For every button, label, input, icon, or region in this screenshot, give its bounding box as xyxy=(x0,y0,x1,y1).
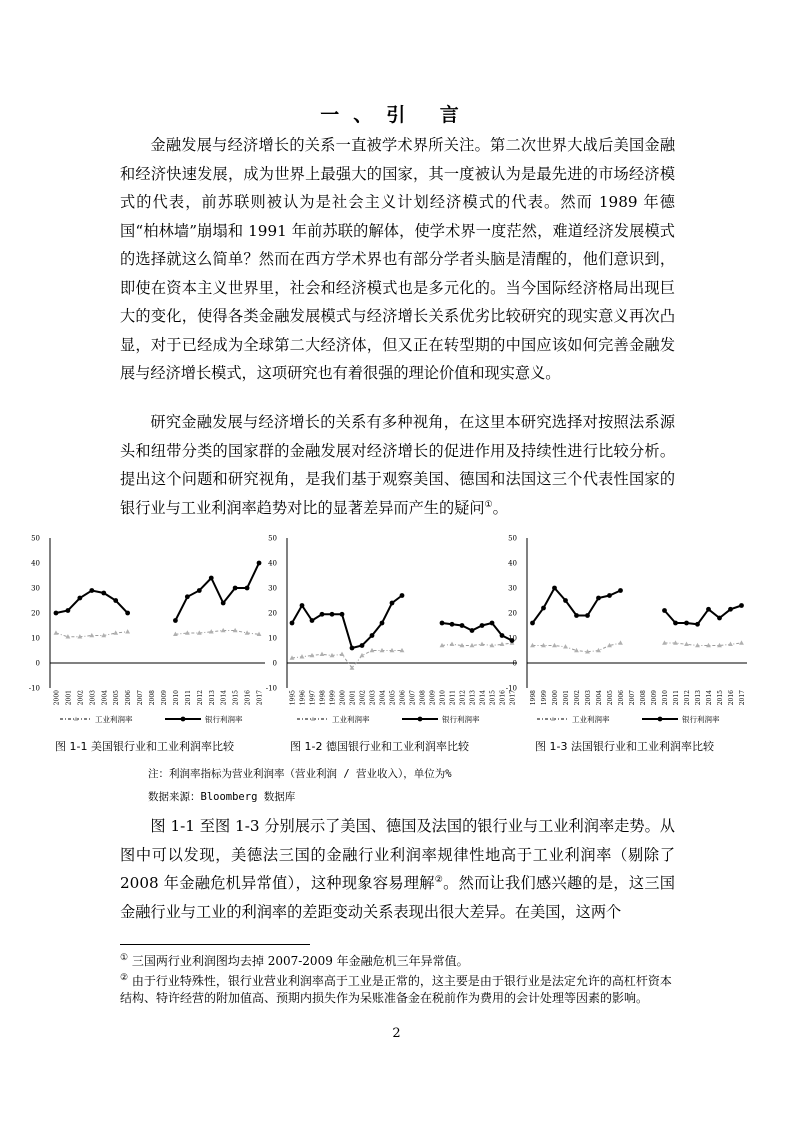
paragraph-3-text-a: 图 1-1 至图 1-3 分别展示了美国、德国及法国的银行业与工业利润率走势。从图中可以发现，美德法三国的金融行业利润率规律性地高于工业利润率（剔除了 2008 年金融危机异常值），这种现象容易理解 xyxy=(120,817,675,892)
bank-data-point xyxy=(450,622,455,627)
legend-bank-label: 银行利润率 xyxy=(682,715,720,724)
x-tick-label: 2003 xyxy=(585,690,592,706)
bank-data-point xyxy=(185,594,190,599)
x-tick-label: 2005 xyxy=(113,690,121,706)
bank-data-point xyxy=(390,601,395,606)
x-tick-label: 2016 xyxy=(499,690,507,706)
industry-data-point xyxy=(300,654,305,658)
y-tick-label: 30 xyxy=(31,584,40,593)
x-tick-label: 2007 xyxy=(409,690,417,706)
y-tick-label: -10 xyxy=(28,684,40,693)
x-tick-label: 1998 xyxy=(530,690,537,706)
caption-us: 图 1-1 美国银行业和工业利润率比较 xyxy=(55,740,234,753)
x-tick-label: 2012 xyxy=(196,690,204,706)
bank-data-point xyxy=(490,621,495,626)
x-tick-label: 2007 xyxy=(137,690,145,706)
x-tick-label: 1999 xyxy=(541,690,548,706)
footnote-divider xyxy=(120,944,310,945)
bank-data-point xyxy=(480,623,485,628)
bank-data-point xyxy=(360,643,365,648)
x-tick-label: 2011 xyxy=(184,690,192,706)
footnote-2-text: 由于行业特殊性，银行业营业利润率高于工业是正常的，这主要是由于银行业是法定允许的高杠杆资本结构、特许经营的附加值高、预期内损失作为呆账准备金在税前作为费用的会计处理等因素的影响。 xyxy=(120,974,672,1005)
legend-industry-label: 工业利润率 xyxy=(332,715,370,724)
y-tick-label: -10 xyxy=(505,684,517,693)
x-tick-label: 2016 xyxy=(728,690,735,706)
x-tick-label: 1999 xyxy=(329,690,337,706)
x-tick-label: 2006 xyxy=(618,690,625,706)
x-tick-label: 2001 xyxy=(563,690,570,706)
x-tick-label: 2008 xyxy=(640,690,647,706)
bank-data-point xyxy=(684,621,689,626)
x-tick-label: 2010 xyxy=(172,690,180,706)
chart-us-svg xyxy=(28,530,273,735)
y-tick-label: 10 xyxy=(31,634,40,643)
bank-data-point xyxy=(197,588,202,593)
bank-data-point xyxy=(460,623,465,628)
x-tick-label: 2015 xyxy=(232,690,240,706)
bank-data-point xyxy=(739,603,744,608)
legend-bank-marker xyxy=(181,717,186,722)
paragraph-3 xyxy=(120,812,675,926)
footnote-2-mark: ② xyxy=(120,973,129,983)
bank-data-point xyxy=(113,598,118,603)
bank-data-point xyxy=(89,588,94,593)
bank-series-line xyxy=(175,563,259,621)
x-tick-label: 2003 xyxy=(369,690,377,706)
industry-data-point xyxy=(728,642,733,646)
industry-data-point xyxy=(500,642,505,646)
x-tick-label: 1997 xyxy=(309,690,317,706)
bank-data-point xyxy=(233,586,238,591)
bank-data-point xyxy=(607,593,612,598)
bank-data-point xyxy=(673,621,678,626)
x-tick-label: 2007 xyxy=(629,690,636,706)
bank-data-point xyxy=(618,588,623,593)
industry-data-point xyxy=(480,642,485,646)
chart-de-svg xyxy=(265,530,525,735)
bank-data-point xyxy=(400,593,405,598)
x-tick-label: 2016 xyxy=(244,690,252,706)
x-tick-label: 2004 xyxy=(379,690,387,706)
x-tick-label: 2017 xyxy=(739,690,746,706)
x-tick-label: 2001 xyxy=(349,690,357,706)
y-tick-label: 20 xyxy=(31,609,40,618)
x-tick-label: 2000 xyxy=(339,690,347,706)
footnote-ref-2[interactable]: ② xyxy=(434,874,444,885)
x-tick-label: 2013 xyxy=(469,690,477,706)
industry-data-point xyxy=(739,640,744,644)
footnote-1-mark: ① xyxy=(120,953,129,963)
bank-data-point xyxy=(470,628,475,633)
chart-us xyxy=(28,530,273,735)
footnote-2 xyxy=(120,973,675,1007)
y-tick-label: 10 xyxy=(508,634,517,643)
x-tick-label: 2015 xyxy=(489,690,497,706)
industry-data-point xyxy=(563,644,568,648)
x-tick-label: 2009 xyxy=(160,690,168,706)
industry-data-point xyxy=(89,633,94,637)
x-tick-label: 2004 xyxy=(596,690,603,706)
x-tick-label: 2010 xyxy=(662,690,669,706)
legend-bank-marker xyxy=(418,717,423,722)
x-tick-label: 1995 xyxy=(289,690,297,706)
footnote-1-text: 三国两行业利润图均去掉 2007-2009 年金融危机三年异常值。 xyxy=(128,954,469,968)
bank-data-point xyxy=(500,633,505,638)
bank-data-point xyxy=(320,612,325,617)
x-tick-label: 2006 xyxy=(399,690,407,706)
bank-data-point xyxy=(209,576,214,581)
industry-data-point xyxy=(340,652,345,656)
x-tick-label: 2008 xyxy=(149,690,157,706)
legend-industry-label: 工业利润率 xyxy=(572,715,610,724)
bank-data-point xyxy=(706,607,711,612)
bank-data-point xyxy=(290,621,295,626)
x-tick-label: 2014 xyxy=(706,690,713,706)
bank-data-point xyxy=(728,607,733,612)
chart-de xyxy=(265,530,525,735)
chart-source: 数据来源：Bloomberg 数据库 xyxy=(148,791,296,803)
industry-data-point xyxy=(552,643,557,647)
bank-data-point xyxy=(350,646,355,651)
bank-data-point xyxy=(440,621,445,626)
x-tick-label: 2009 xyxy=(651,690,658,706)
x-tick-label: 2003 xyxy=(89,690,97,706)
bank-data-point xyxy=(330,612,335,617)
x-tick-label: 2015 xyxy=(717,690,724,706)
bank-data-point xyxy=(101,591,106,596)
x-tick-label: 2013 xyxy=(208,690,216,706)
paragraph-3-text-b: 。然而让我们感兴趣的是，这三国金融行业与工业的利润率的差距变动关系表现出很大差异。在美国，这两个 xyxy=(120,874,675,921)
x-tick-label: 2012 xyxy=(684,690,691,706)
x-tick-label: 2008 xyxy=(419,690,427,706)
x-tick-label: 2014 xyxy=(479,690,487,706)
y-tick-label: 40 xyxy=(508,559,517,568)
y-tick-label: 50 xyxy=(268,534,277,543)
paragraph-2 xyxy=(120,408,675,522)
x-tick-label: 2004 xyxy=(101,690,109,706)
industry-data-point xyxy=(125,629,130,633)
industry-data-point xyxy=(596,648,601,652)
legend-bank-label: 银行利润率 xyxy=(442,715,480,724)
legend-bank-label: 银行利润率 xyxy=(205,715,243,724)
bank-data-point xyxy=(77,596,82,601)
bank-data-point xyxy=(541,606,546,611)
paragraph-2-text: 研究金融发展与经济增长的关系有多种视角，在这里本研究选择对按照法系源头和纽带分类的国家群的金融发展对经济增长的促进作用及持续性进行比较分析。提出这个问题和研究视角，是我们基于观察美国、德国和法国这三个代表性国家的银行业与工业利润率趋势对比的显著差异而产生的疑问 xyxy=(120,413,675,517)
legend-industry-label: 工业利润率 xyxy=(95,715,133,724)
bank-data-point xyxy=(380,621,385,626)
bank-data-point xyxy=(585,613,590,618)
y-tick-label: 40 xyxy=(268,559,277,568)
x-tick-label: 1996 xyxy=(299,690,307,706)
bank-data-point xyxy=(245,586,250,591)
y-tick-label: 30 xyxy=(268,584,277,593)
bank-data-point xyxy=(340,612,345,617)
industry-data-point xyxy=(450,642,455,646)
x-tick-label: 2002 xyxy=(574,690,581,706)
x-tick-label: 2011 xyxy=(673,690,680,706)
y-tick-label: 50 xyxy=(31,534,40,543)
x-tick-label: 2002 xyxy=(77,690,85,706)
bank-data-point xyxy=(717,616,722,621)
y-tick-label: 30 xyxy=(508,584,517,593)
page-number: 2 xyxy=(392,1026,401,1041)
x-tick-label: 1998 xyxy=(319,690,327,706)
y-tick-label: 0 xyxy=(512,659,517,668)
bank-data-point xyxy=(596,596,601,601)
industry-data-point xyxy=(618,640,623,644)
bank-data-point xyxy=(574,613,579,618)
legend-bank-marker xyxy=(658,717,663,722)
y-tick-label: 10 xyxy=(268,634,277,643)
bank-data-point xyxy=(695,622,700,627)
bank-data-point xyxy=(54,611,59,616)
industry-data-point xyxy=(54,630,59,634)
industry-data-point xyxy=(245,630,250,634)
chart-fr xyxy=(505,530,755,735)
bank-data-point xyxy=(370,633,375,638)
x-tick-label: 2014 xyxy=(220,690,228,706)
x-tick-label: 2002 xyxy=(359,690,367,706)
x-tick-label: 2006 xyxy=(125,690,133,706)
y-tick-label: 20 xyxy=(508,609,517,618)
x-tick-label: 2010 xyxy=(439,690,447,706)
x-tick-label: 2017 xyxy=(509,690,517,706)
industry-data-point xyxy=(320,652,325,656)
caption-fr: 图 1-3 法国银行业和工业利润率比较 xyxy=(535,740,714,753)
bank-data-point xyxy=(173,618,178,623)
x-tick-label: 2012 xyxy=(459,690,467,706)
x-tick-label: 2000 xyxy=(552,690,559,706)
bank-series-line xyxy=(292,596,402,649)
bank-data-point xyxy=(662,608,667,613)
bank-data-point xyxy=(530,621,535,626)
y-tick-label: 50 xyxy=(508,534,517,543)
industry-data-point xyxy=(684,642,689,646)
x-tick-label: 2011 xyxy=(449,690,457,706)
caption-de: 图 1-2 德国银行业和工业利润率比较 xyxy=(290,740,469,753)
x-tick-label: 2017 xyxy=(256,690,264,706)
footnote-1 xyxy=(120,953,675,970)
bank-data-point xyxy=(300,603,305,608)
industry-data-point xyxy=(470,643,475,647)
x-tick-label: 2009 xyxy=(429,690,437,706)
footnote-ref-1[interactable]: ① xyxy=(484,499,493,510)
paragraph-1: 金融发展与经济增长的关系一直被学术界所关注。第二次世界大战后美国金融和经济快速发展，成为世界上最强大的国家，其一度被认为是最先进的市场经济模式的代表，前苏联则被认为是社会主义计划经济模式的代表。然而 1989 年德国“柏林墙”崩塌和 1991 年前苏联的解体，使学术界一度茫然，难道经济发展模式的选择就这么简单？然而在西方学术界也有部分学者头脑是清醒的，他们意识到，即使在资本主义世界里，社会和经济模式也是多元化的。当今国际经济格局出现巨大的变化，使得各类金融发展模式与经济增长关系优劣比较研究的现实意义再次凸显，对于已经成为全球第二大经济体，但又正在转型期的中国应该如何完善金融发展与经济增长模式，这项研究也有着很强的理论价值和现实意义。 xyxy=(120,136,675,382)
x-tick-label: 2005 xyxy=(607,690,614,706)
bank-data-point xyxy=(257,561,262,566)
bank-data-point xyxy=(221,601,226,606)
y-tick-label: 0 xyxy=(272,659,277,668)
y-tick-label: -10 xyxy=(265,684,277,693)
bank-data-point xyxy=(310,618,315,623)
chart-fr-svg xyxy=(505,530,755,735)
industry-series-line xyxy=(292,651,402,669)
bank-data-point xyxy=(563,598,568,603)
y-tick-label: 20 xyxy=(268,609,277,618)
bank-data-point xyxy=(552,586,557,591)
chart-note: 注：利润率指标为营业利润率（营业利润 / 营业收入），单位为% xyxy=(148,768,452,780)
section-heading: 一、引 言 xyxy=(320,104,473,126)
bank-data-point xyxy=(66,608,71,613)
x-tick-label: 2000 xyxy=(53,690,61,706)
x-tick-label: 2005 xyxy=(389,690,397,706)
x-tick-label: 2013 xyxy=(695,690,702,706)
industry-data-point xyxy=(113,630,118,634)
y-tick-label: 40 xyxy=(31,559,40,568)
paragraph-2-end: 。 xyxy=(492,498,508,517)
x-tick-label: 2001 xyxy=(65,690,73,706)
y-tick-label: 0 xyxy=(35,659,40,668)
bank-data-point xyxy=(125,611,130,616)
